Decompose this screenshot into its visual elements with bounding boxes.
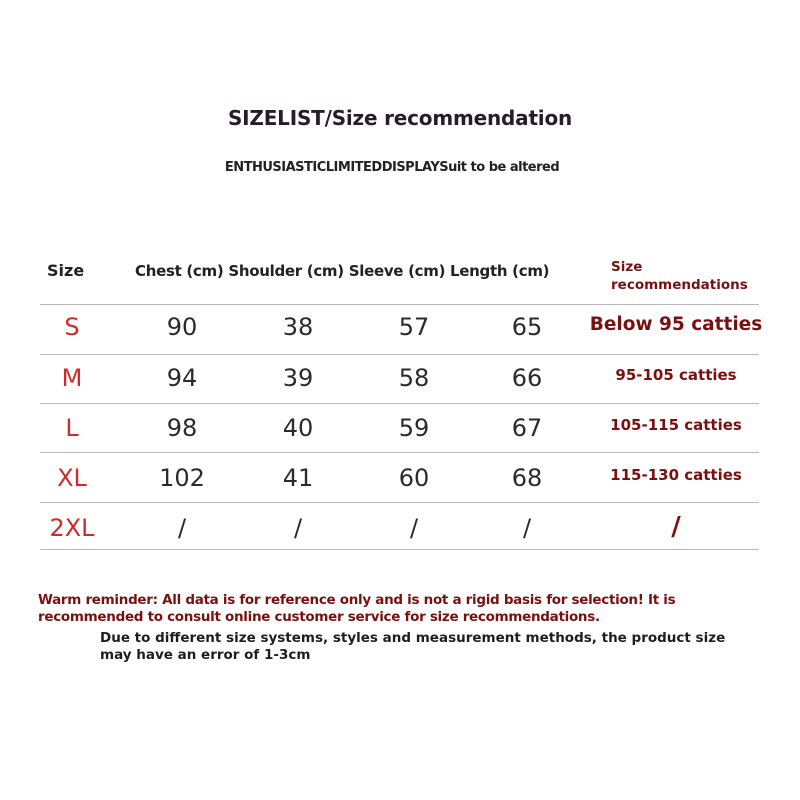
size-error-note: Due to different size systems, styles and measurement methods, the product size may have an error of 1-3cm [100,630,726,663]
sleeve-cell: / [409,514,419,542]
sleeve-cell: 58 [398,364,430,392]
size-cell: XL [57,464,87,492]
header-recommendation [611,258,748,294]
length-cell: 65 [511,313,543,341]
size-cell: L [65,414,79,442]
size-cell: M [61,364,83,392]
header-measurements: Chest (cm) Shoulder (cm) Sleeve (cm) Length (cm) [135,262,550,280]
table-divider [40,502,759,503]
chest-cell: / [177,514,187,542]
recommendation-cell: 105-115 catties [610,416,742,434]
length-cell: / [522,514,532,542]
sleeve-cell: 57 [398,313,430,341]
header-recommendation-line1: Size [611,259,643,275]
length-cell: 67 [511,414,543,442]
recommendation-cell: / [671,512,681,542]
length-cell: 66 [511,364,543,392]
chest-cell: 102 [159,464,205,492]
header-recommendation-line2: recommendations [611,277,748,293]
recommendation-cell: 95-105 catties [615,366,737,384]
header-size: Size [47,261,85,280]
table-divider [40,452,759,453]
chest-cell: 90 [166,313,198,341]
page-title: SIZELIST/Size recommendation [227,106,573,130]
shoulder-cell: 40 [282,414,314,442]
shoulder-cell: 41 [282,464,314,492]
size-cell: 2XL [49,514,95,542]
page-subtitle: ENTHUSIASTICLIMITEDDISPLAYSuit to be altered [224,160,560,175]
recommendation-cell: 115-130 catties [610,466,742,484]
sleeve-cell: 59 [398,414,430,442]
size-cell: S [64,313,80,341]
sleeve-cell: 60 [398,464,430,492]
recommendation-cell: Below 95 catties [589,314,763,335]
shoulder-cell: 39 [282,364,314,392]
shoulder-cell: 38 [282,313,314,341]
table-divider [40,403,759,404]
chest-cell: 98 [166,414,198,442]
warm-reminder: Warm reminder: All data is for reference only and is not a rigid basis for selection! It is recommended to consult online customer service for size recommendations. [38,592,676,625]
length-cell: 68 [511,464,543,492]
table-divider [40,354,759,355]
chest-cell: 94 [166,364,198,392]
table-divider [40,304,759,305]
table-divider [40,549,759,550]
shoulder-cell: / [293,514,303,542]
